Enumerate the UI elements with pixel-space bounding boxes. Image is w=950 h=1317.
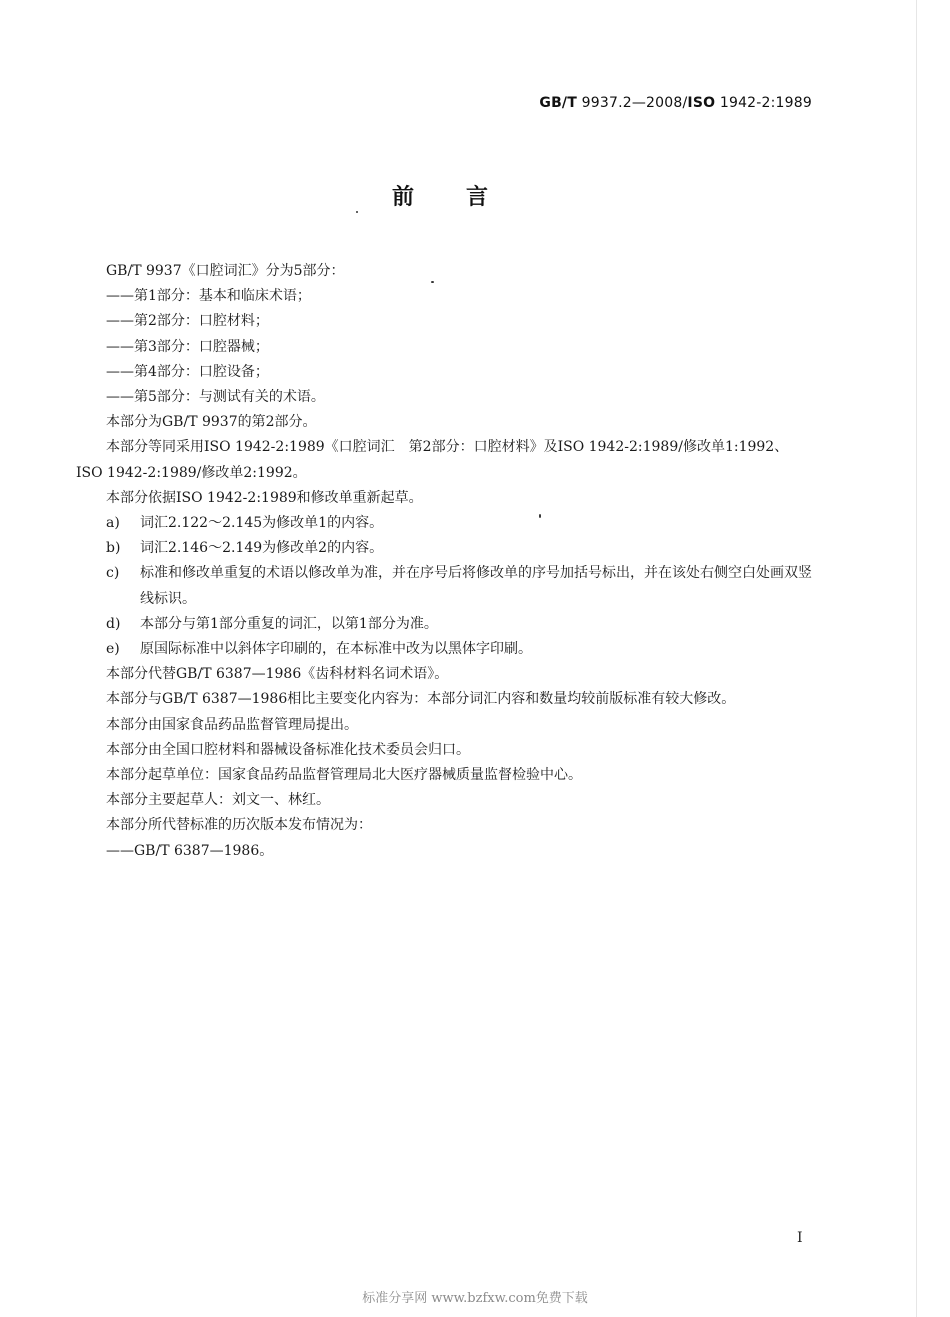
paragraph-drafted-basis: 本部分依据ISO 1942-2:1989和修改单重新起草。 [106, 489, 423, 506]
list-item-d [76, 612, 814, 637]
paragraph-proposed-by: 本部分由国家食品药品监督管理局提出。 [106, 716, 358, 733]
list-item-c [76, 561, 814, 611]
item-text: 原国际标准中以斜体字印刷的，在本标准中改为以黑体字印刷。 [140, 641, 532, 658]
item-marker: a) [106, 515, 120, 532]
scan-speck [356, 211, 358, 213]
document-body [76, 259, 814, 864]
item-text: 词汇2.146～2.149为修改单2的内容。 [140, 540, 384, 557]
paragraph-parts-intro: GB/T 9937《口腔词汇》分为5部分： [106, 263, 345, 279]
list-part-3: ——第3部分：口腔器械； [106, 338, 269, 355]
list-item-a [76, 511, 814, 536]
list-previous-edition: ——GB/T 6387—1986。 [106, 842, 274, 859]
item-marker: e) [106, 641, 120, 658]
list-part-4: ——第4部分：口腔设备； [106, 363, 269, 380]
header-code-1: 9937.2—2008/ [577, 95, 688, 111]
list-part-5: ——第5部分：与测试有关的术语。 [106, 389, 325, 406]
item-marker: d) [106, 615, 121, 632]
paragraph-centralized-by: 本部分由全国口腔材料和器械设备标准化技术委员会归口。 [106, 741, 470, 758]
list-item-e [76, 637, 814, 662]
page-number: I [797, 1230, 803, 1246]
paragraph-adoption: 本部分等同采用ISO 1942-2:1989《口腔词汇 第2部分：口腔材料》及ISO 1942-2:1989/修改单1:1992、ISO 1942-2:1989/修改单2:1992。 [76, 439, 789, 481]
scan-speck [539, 514, 541, 518]
scan-edge-line [916, 0, 917, 1317]
list-part-2: ——第2部分：口腔材料； [106, 313, 269, 330]
item-marker: c) [106, 565, 120, 582]
paragraph-this-part: 本部分为GB/T 9937的第2部分。 [106, 414, 317, 431]
page-title: 前言 [391, 185, 540, 210]
header-code-bold-1: GB/T [539, 95, 578, 111]
scan-speck [431, 281, 434, 283]
paragraph-main-changes: 本部分与GB/T 6387—1986相比主要变化内容为：本部分词汇内容和数量均较前版标准有较大修改。 [106, 691, 736, 708]
item-text: 标准和修改单重复的术语以修改单为准，并在序号后将修改单的序号加括号标出，并在该处右侧空白处画双竖线标识。 [140, 565, 812, 607]
list-part-1: ——第1部分：基本和临床术语； [106, 288, 311, 305]
item-text: 本部分与第1部分重复的词汇，以第1部分为准。 [140, 615, 438, 632]
header-code-bold-2: ISO [687, 95, 716, 111]
standard-code-header [539, 95, 812, 111]
item-marker: b) [106, 540, 121, 557]
paragraph-drafters: 本部分主要起草人：刘文一、林红。 [106, 792, 330, 809]
paragraph-replaces: 本部分代替GB/T 6387—1986《齿科材料名词术语》。 [106, 666, 449, 683]
list-item-b [76, 536, 814, 561]
item-text: 词汇2.122～2.145为修改单1的内容。 [140, 515, 384, 532]
footer-watermark: 标准分享网 www.bzfxw.com免费下载 [362, 1291, 588, 1306]
header-code-2: 1942-2:1989 [715, 95, 812, 111]
paragraph-previous-editions: 本部分所代替标准的历次版本发布情况为： [106, 817, 372, 834]
paragraph-drafting-unit: 本部分起草单位：国家食品药品监督管理局北大医疗器械质量监督检验中心。 [106, 767, 582, 784]
